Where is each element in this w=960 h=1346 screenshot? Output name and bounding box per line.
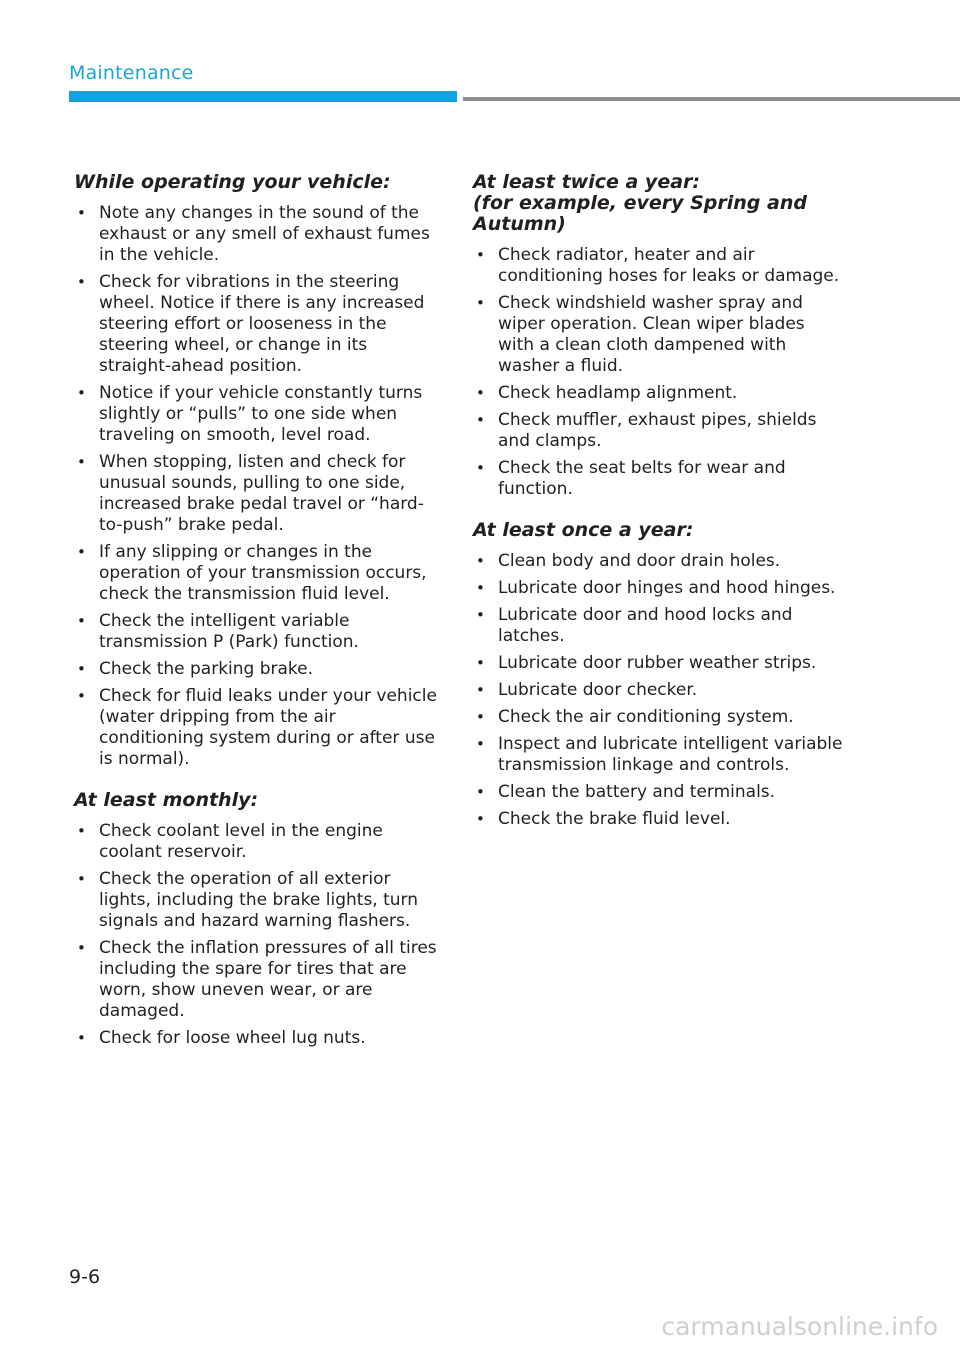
bullet-icon: • [476,654,485,672]
watermark: carmanualsonline.info [661,1312,938,1341]
checklist-item-text: Check muffler, exhaust pipes, shields and clamps. [498,410,817,451]
header-accent-bar [69,91,457,102]
checklist-item [74,542,444,605]
checklist-item [74,1028,444,1049]
checklist-item [74,203,444,266]
checklist-item-text: Lubricate door checker. [498,680,698,700]
bullet-icon: • [77,822,86,840]
right-column [473,172,843,836]
checklist-item [473,458,843,500]
bullet-icon: • [476,579,485,597]
checklist-item-text: Check for vibrations in the steering wheel. Notice if there is any increased steering effort or looseness in the steering wheel, or change in its straight-ahead position. [99,272,425,376]
checklist-item-text: Check the brake fluid level. [498,809,731,829]
bullet-icon: • [77,453,86,471]
checklist-item-text: Lubricate door and hood locks and latches. [498,605,793,646]
checklist-item-text: Lubricate door hinges and hood hinges. [498,578,836,598]
checklist [473,245,843,500]
bullet-icon: • [476,459,485,477]
checklist-item-text: Check the inflation pressures of all tires including the spare for tires that are worn, show uneven wear, or are damaged. [99,938,437,1021]
bullet-icon: • [77,870,86,888]
bullet-icon: • [77,273,86,291]
bullet-icon: • [476,783,485,801]
section-title: Maintenance [69,62,194,84]
checklist-item-text: Note any changes in the sound of the exhaust or any smell of exhaust fumes in the vehicle. [99,203,430,265]
bullet-icon: • [77,543,86,561]
bullet-icon: • [77,384,86,402]
checklist-item-text: Check for loose wheel lug nuts. [99,1028,366,1048]
checklist-item-text: Check coolant level in the engine coolant reservoir. [99,821,383,862]
section-heading: At least monthly: [74,789,259,811]
bullet-icon: • [476,681,485,699]
bullet-icon: • [476,384,485,402]
bullet-icon: • [476,810,485,828]
checklist-item [74,821,444,863]
checklist-item-text: Clean the battery and terminals. [498,782,776,802]
checklist-item [74,686,444,770]
bullet-icon: • [77,204,86,222]
checklist-item [473,653,843,674]
bullet-icon: • [476,552,485,570]
bullet-icon: • [476,735,485,753]
checklist-item [473,782,843,803]
checklist-item [74,938,444,1022]
bullet-icon: • [476,294,485,312]
checklist-item-text: Clean body and door drain holes. [498,551,781,571]
checklist-item [74,272,444,377]
checklist-item-text: Check the intelligent variable transmission P (Park) function. [99,611,359,652]
checklist-item-text: Check for fluid leaks under your vehicle (water dripping from the air conditioning system during or after use is normal). [99,686,437,769]
checklist-item [473,410,843,452]
checklist-item-text: Check headlamp alignment. [498,383,738,403]
checklist-item-text: When stopping, listen and check for unusual sounds, pulling to one side, increased brake pedal travel or “hard-to-push” brake pedal. [99,452,424,535]
bullet-icon: • [77,687,86,705]
checklist-item-text: Check the air conditioning system. [498,707,794,727]
checklist [74,203,444,770]
left-column [74,172,444,1055]
checklist-item [74,452,444,536]
checklist-item [74,659,444,680]
checklist-item [74,869,444,932]
checklist-item [74,383,444,446]
checklist-item [473,605,843,647]
checklist-item-text: Check the operation of all exterior lights, including the brake lights, turn signals and hazard warning flashers. [99,869,419,931]
section-heading: At least once a year: [473,519,694,541]
bullet-icon: • [77,939,86,957]
checklist-section [74,790,444,1049]
checklist-item [473,578,843,599]
checklist-item [473,809,843,830]
checklist-item-text: Inspect and lubricate intelligent variable transmission linkage and controls. [498,734,843,775]
bullet-icon: • [476,708,485,726]
bullet-icon: • [77,1029,86,1047]
header-rule [463,97,960,101]
checklist-item-text: Lubricate door rubber weather strips. [498,653,817,673]
checklist-item [473,734,843,776]
bullet-icon: • [77,612,86,630]
bullet-icon: • [476,246,485,264]
checklist-item [473,551,843,572]
checklist-item-text: Check the seat belts for wear and function. [498,458,786,499]
checklist-item [473,383,843,404]
checklist-item [473,293,843,377]
bullet-icon: • [476,411,485,429]
checklist-item-text: Check windshield washer spray and wiper operation. Clean wiper blades with a clean cloth dampened with washer a fluid. [498,293,805,376]
page-number: 9-6 [69,1266,101,1288]
checklist-item [74,611,444,653]
checklist-item-text: Check the parking brake. [99,659,314,679]
section-heading: While operating your vehicle: [74,171,391,193]
checklist [473,551,843,830]
checklist-section [473,520,843,830]
bullet-icon: • [77,660,86,678]
checklist-item-text: Check radiator, heater and air conditioning hoses for leaks or damage. [498,245,840,286]
checklist-item-text: If any slipping or changes in the operation of your transmission occurs, check the transmission fluid level. [99,542,427,604]
checklist-section [473,172,843,500]
checklist [74,821,444,1049]
checklist-item-text: Notice if your vehicle constantly turns slightly or “pulls” to one side when traveling on smooth, level road. [99,383,423,445]
bullet-icon: • [476,606,485,624]
checklist-section [74,172,444,770]
checklist-item [473,680,843,701]
section-heading: At least twice a year: (for example, every Spring and Autumn) [473,171,807,235]
checklist-item [473,245,843,287]
checklist-item [473,707,843,728]
